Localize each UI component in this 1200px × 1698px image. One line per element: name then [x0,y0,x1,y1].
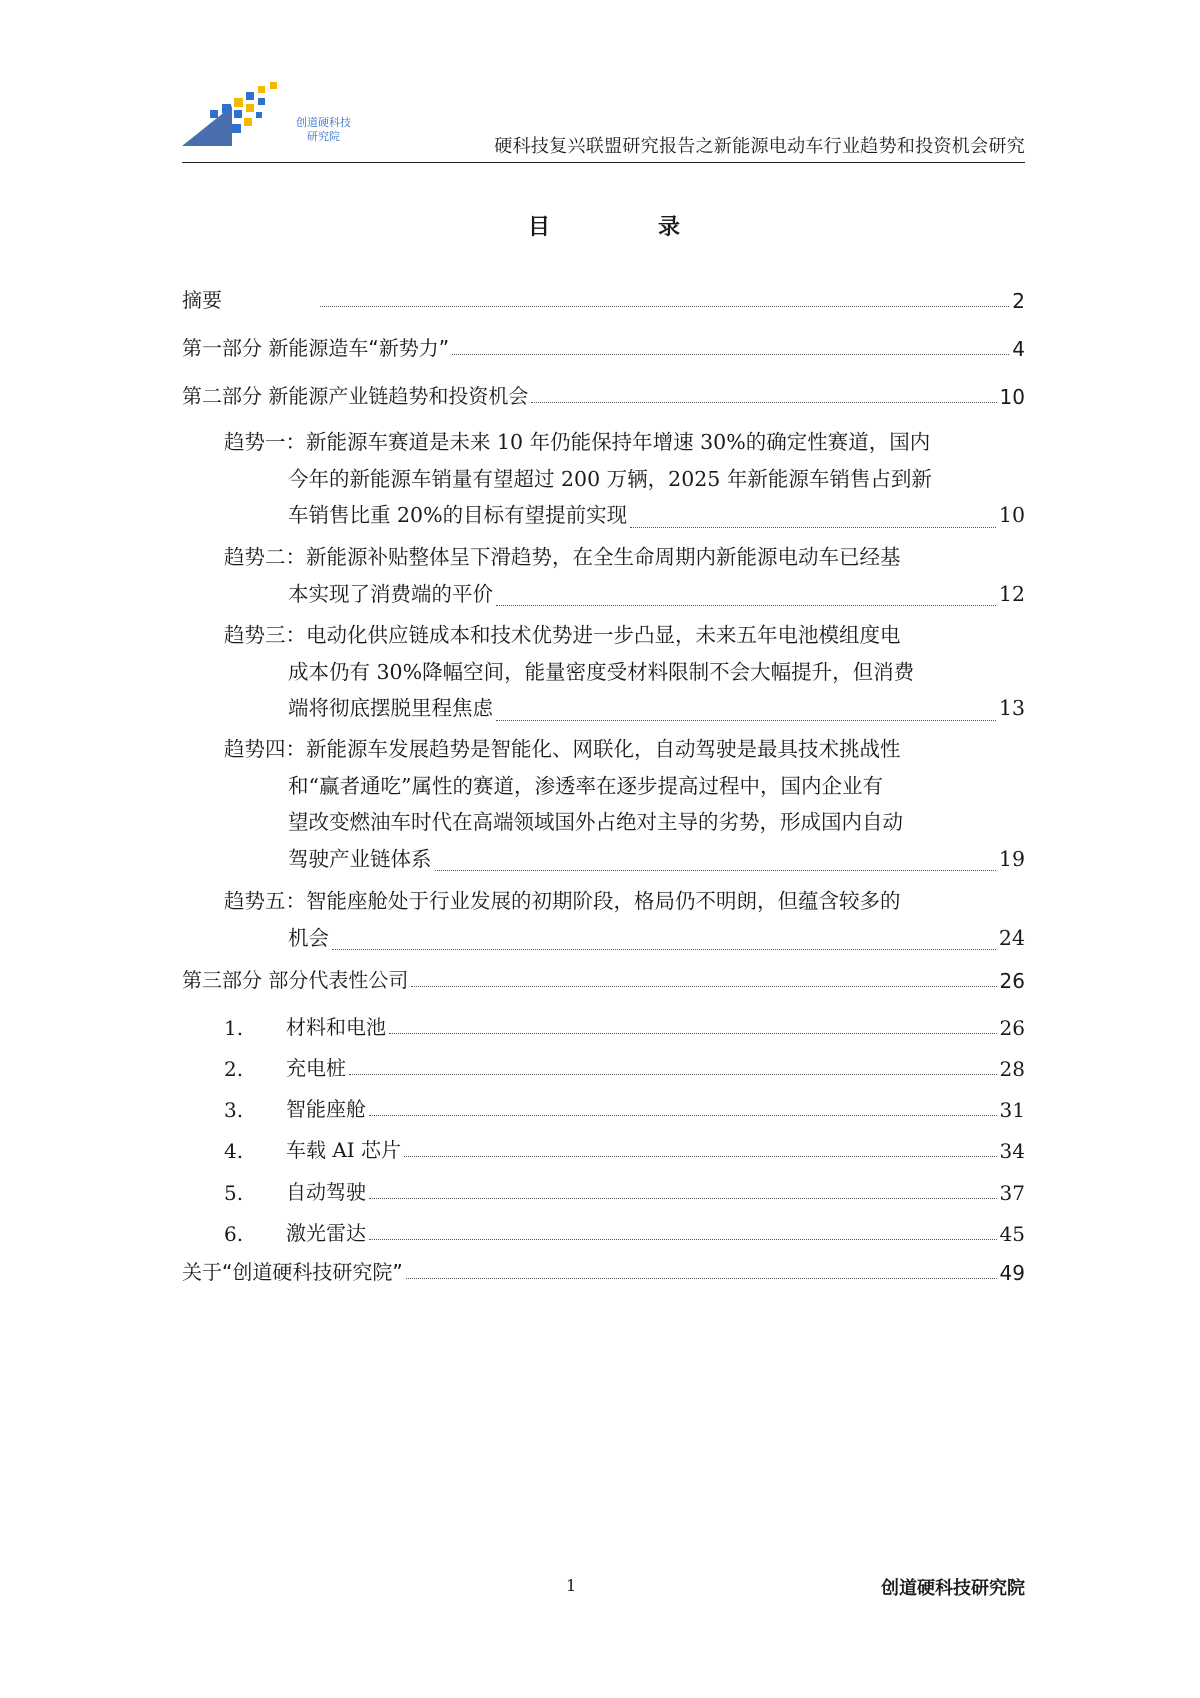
toc-page-number: 45 [999,1222,1025,1246]
toc-entry-title: 智能座舱 [286,1097,366,1121]
toc-sub-number: 3. [224,1098,244,1122]
toc-entry-line: 机会 [288,925,329,950]
toc-entry-abstract[interactable] [182,284,1025,313]
toc-page-number: 2 [1012,289,1025,313]
toc-page-number: 19 [998,846,1025,871]
dot-leader [406,1278,997,1279]
institute-logo [182,80,362,150]
toc-entry-trend2[interactable] [224,539,1025,612]
toc-page-number: 13 [998,696,1025,720]
toc-entry-line: 趋势四：新能源车发展趋势是智能化、网联化，自动驾驶是最具技术挑战性 [224,737,901,761]
dot-leader [369,1239,997,1240]
toc-entry-title: 第二部分 新能源产业链趋势和投资机会 [182,384,529,408]
dot-leader [369,1115,997,1116]
toc-entry-line: 望改变燃油车时代在高端领域国外占绝对主导的劣势，形成国内自动 [288,810,903,834]
dot-leader [630,527,996,528]
toc-page-number: 49 [999,1261,1025,1285]
logo-text-line2: 研究院 [307,130,340,143]
dot-leader [320,306,1009,307]
toc-entry-trend4[interactable] [224,731,1025,877]
toc-entry-line: 成本仍有 30%降幅空间，能量密度受材料限制不会大幅提升，但消费 [288,659,915,684]
toc-entry-title: 关于“创道硬科技研究院” [182,1260,403,1284]
toc-entry-line: 趋势三：电动化供应链成本和技术优势进一步凸显，未来五年电池模组度电 [224,623,901,647]
dot-leader [496,720,996,721]
toc-entry-title: 车载 AI 芯片 [286,1138,402,1162]
dot-leader [496,605,996,606]
toc-entry-title: 第三部分 部分代表性公司 [182,968,409,992]
toc-entry-line: 趋势五：智能座舱处于行业发展的初期阶段，格局仍不明朗，但蕴含较多的 [224,889,901,913]
toc-heading-char-1: 目 [528,215,551,240]
toc-page-number: 10 [998,503,1025,527]
toc-entry-line: 今年的新能源车销量有望超过 200 万辆，2025 年新能源车销售占到新 [288,466,932,491]
toc-entry-part1[interactable] [182,332,1025,361]
toc-entry-trend5[interactable] [224,883,1025,956]
toc-entry-line: 本实现了消费端的平价 [288,581,493,606]
toc-entry-part2[interactable] [182,380,1025,409]
report-title: 硬科技复兴联盟研究报告之新能源电动车行业趋势和投资机会研究 [494,136,1025,157]
toc-entry-trend1[interactable] [224,424,1025,534]
logo-text-line1: 创道硬科技 [296,116,351,129]
toc-entry-line: 端将彻底摆脱里程焦虑 [288,696,493,720]
toc-entry-title: 自动驾驶 [286,1180,366,1204]
dot-leader [411,986,996,987]
toc-entry-part3[interactable] [182,964,1025,993]
toc-page-number: 26 [999,969,1025,993]
toc-page-number: 4 [1012,337,1025,361]
dot-leader [531,402,996,403]
dot-leader [369,1198,997,1199]
toc-page-number: 24 [998,925,1025,950]
toc-heading-char-2: 录 [657,215,680,240]
toc-page-number: 28 [999,1057,1025,1081]
toc-entry-title: 充电桩 [286,1056,346,1080]
dot-leader [332,949,996,950]
toc-subentry-1[interactable] [224,1011,1025,1040]
toc-entry-title: 摘要 [182,288,222,312]
toc-entry-trend3[interactable] [224,617,1025,727]
toc-page-number: 31 [999,1098,1025,1122]
dot-leader [349,1074,997,1075]
toc-subentry-3[interactable] [224,1093,1025,1122]
toc-subentry-6[interactable] [224,1217,1025,1246]
toc-entry-line: 趋势二：新能源补贴整体呈下滑趋势，在全生命周期内新能源电动车已经基 [224,545,901,569]
toc-entry-line: 驾驶产业链体系 [288,846,432,871]
toc-sub-number: 2. [224,1057,244,1081]
toc-subentry-2[interactable] [224,1052,1025,1081]
toc-page-number: 12 [998,581,1025,606]
dot-leader [389,1033,997,1034]
toc-page-number: 26 [999,1016,1025,1040]
toc-sub-number: 5. [224,1181,244,1205]
toc-entry-title: 材料和电池 [286,1015,386,1039]
logo-graphic-icon [182,80,294,146]
toc-page-number: 34 [999,1139,1025,1163]
dot-leader [452,354,1009,355]
footer-organization: 创道硬科技研究院 [881,1578,1025,1599]
toc-entry-about[interactable] [182,1256,1025,1285]
toc-subentry-4[interactable] [224,1134,1025,1163]
dot-leader [435,870,996,871]
toc-subentry-5[interactable] [224,1176,1025,1205]
toc-sub-number: 6. [224,1222,244,1246]
toc-page-number: 37 [999,1181,1025,1205]
toc-page-number: 10 [999,385,1025,409]
toc-entry-line: 和“赢者通吃”属性的赛道，渗透率在逐步提高过程中，国内企业有 [288,773,883,798]
dot-leader [404,1156,996,1157]
toc-entry-title: 第一部分 新能源造车“新势力” [182,336,450,360]
footer-page-number: 1 [566,1576,577,1595]
toc-entry-line: 车销售比重 20%的目标有望提前实现 [288,503,628,527]
toc-heading [528,210,680,241]
header-divider [182,162,1025,163]
toc-entry-line: 趋势一：新能源车赛道是未来 10 年仍能保持年增速 30%的确定性赛道，国内 [224,430,931,454]
toc-sub-number: 4. [224,1139,244,1163]
toc-entry-title: 激光雷达 [286,1221,366,1245]
page-header [182,80,1025,163]
toc-sub-number: 1. [224,1016,244,1040]
